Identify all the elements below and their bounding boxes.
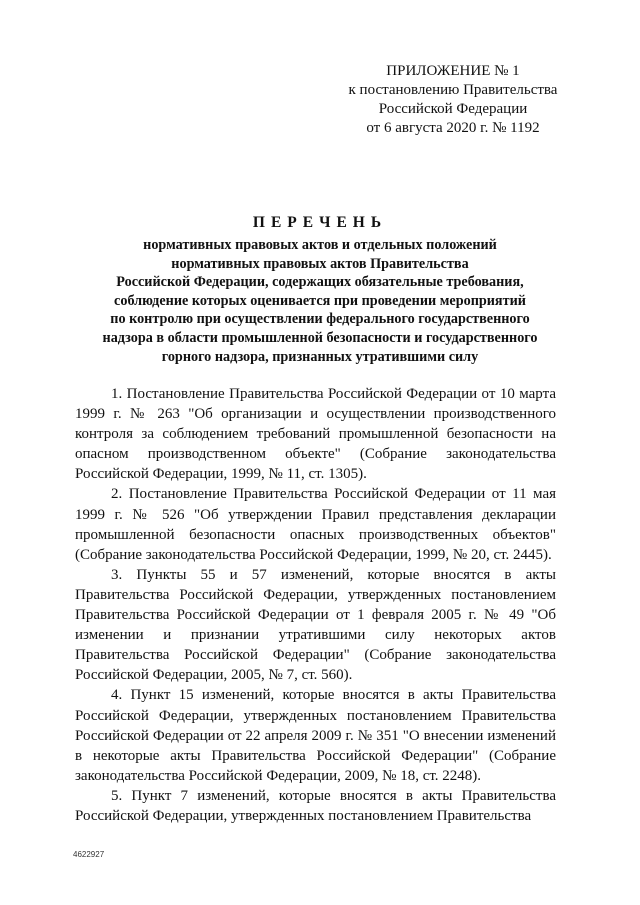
document-subtitle: [60, 236, 580, 366]
document-title: ПЕРЕЧЕНЬ: [252, 214, 388, 231]
subtitle-line: горного надзора, признанных утратившими силу: [161, 348, 479, 365]
subtitle-line: нормативных правовых актов и отдельных положений: [143, 237, 497, 253]
subtitle-line: надзора в области промышленной безопасности и государственного: [102, 329, 538, 346]
list-item: 3. Пункты 55 и 57 изменений, которые вносятся в акты Правительства Российской Федерации, утвержденных постановлением Правительства Российской Федерации от 1 февраля 2005 г. № 49 "Об изменении и признании утратившими силу некоторых актов Правительства Российской Федерации" (Собрание законодательства Российской Федерации, 2005, № 7, ст. 560).: [75, 566, 556, 684]
appendix-ref-line: к постановлению Правительства: [348, 82, 558, 98]
subtitle-line: Российской Федерации, содержащих обязательные требования,: [116, 274, 524, 291]
subtitle-line: нормативных правовых актов Правительства: [171, 255, 469, 272]
list-item: 1. Постановление Правительства Российской Федерации от 10 марта 1999 г. № 263 "Об организации и осуществлении производственного контроля за соблюдением требований промышленной безопасности на опасном производственном объекте" (Собрание законодательства Российской Федерации, 1999, № 11, ст. 1305).: [75, 386, 556, 483]
appendix-ref-line: Российской Федерации: [378, 101, 528, 117]
list-item: 5. Пункт 7 изменений, которые вносятся в акты Правительства Российской Федерации, утвержденных постановлением Правительства: [75, 787, 556, 824]
appendix-date-line: от 6 августа 2020 г. № 1192: [366, 120, 540, 136]
list-item: 4. Пункт 15 изменений, которые вносятся в акты Правительства Российской Федерации, утвержденных постановлением Правительства Российской Федерации от 22 апреля 2009 г. № 351 "О внесении изменений в некоторые акты Правительства Российской Федерации" (Собрание законодательства Российской Федерации, 2009, № 18, ст. 2248).: [75, 687, 556, 784]
document-body: [75, 384, 556, 826]
subtitle-line: соблюдение которых оценивается при проведении мероприятий: [114, 292, 526, 309]
document-code: 4622927: [73, 850, 105, 859]
appendix-block: [330, 62, 576, 138]
list-item: 2. Постановление Правительства Российской Федерации от 11 мая 1999 г. № 526 "Об утверждении Правил представления декларации промышленной безопасности опасных производственных объектов" (Собрание законодательства Российской Федерации, 1999, № 20, ст. 2445).: [75, 486, 556, 563]
appendix-number: ПРИЛОЖЕНИЕ № 1: [386, 63, 520, 79]
subtitle-line: по контролю при осуществлении федерального государственного: [110, 311, 530, 328]
